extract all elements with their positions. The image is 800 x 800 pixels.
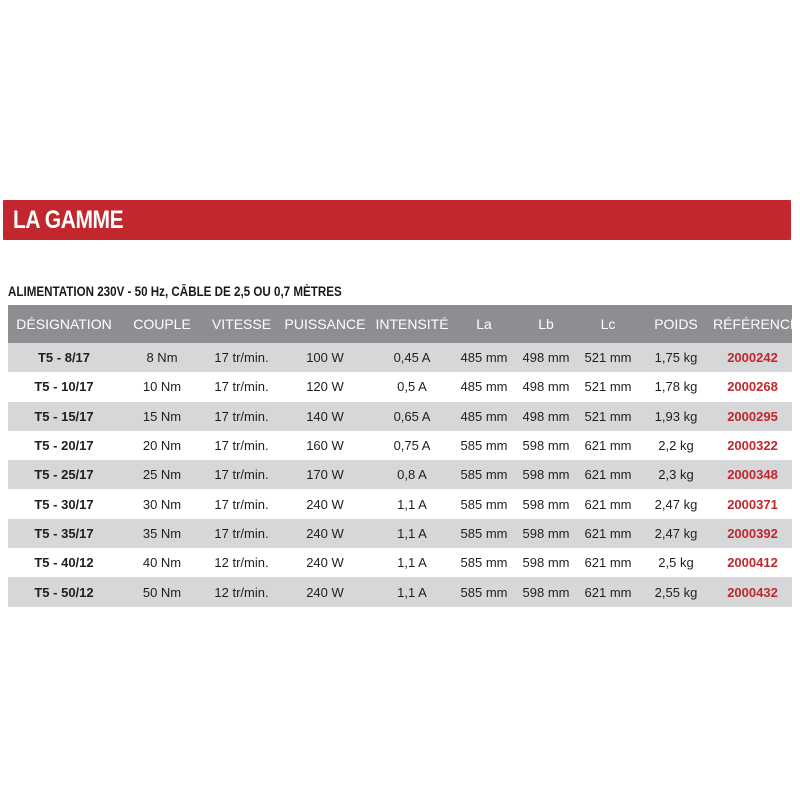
header-la: La [453, 305, 515, 343]
header-reference: RÉFÉRENCE [713, 305, 792, 343]
cell-puissance: 140 W [279, 402, 371, 431]
cell-lb: 498 mm [515, 372, 577, 401]
cell-poids: 2,47 kg [639, 519, 713, 548]
cell-lb: 598 mm [515, 548, 577, 577]
cell-designation: T5 - 30/17 [8, 489, 120, 518]
cell-lb: 598 mm [515, 489, 577, 518]
cell-designation: T5 - 8/17 [8, 343, 120, 372]
cell-puissance: 120 W [279, 372, 371, 401]
section-title: LA GAMME [13, 206, 124, 234]
cell-designation: T5 - 40/12 [8, 548, 120, 577]
cell-intensite: 1,1 A [371, 489, 453, 518]
cell-lc: 621 mm [577, 548, 639, 577]
power-supply-subtitle: ALIMENTATION 230V - 50 Hz, CÂBLE DE 2,5 OU 0,7 MÈTRES [8, 284, 342, 299]
cell-lb: 598 mm [515, 519, 577, 548]
cell-lb: 598 mm [515, 431, 577, 460]
cell-reference: 2000392 [713, 519, 792, 548]
table-row [8, 402, 792, 431]
cell-puissance: 240 W [279, 519, 371, 548]
cell-poids: 1,78 kg [639, 372, 713, 401]
cell-la: 485 mm [453, 372, 515, 401]
header-poids: POIDS [639, 305, 713, 343]
header-lb: Lb [515, 305, 577, 343]
table-header-row [8, 305, 792, 343]
cell-poids: 2,47 kg [639, 489, 713, 518]
cell-designation: T5 - 15/17 [8, 402, 120, 431]
cell-vitesse: 17 tr/min. [204, 519, 279, 548]
cell-lc: 621 mm [577, 431, 639, 460]
product-range-table [8, 305, 800, 607]
section-banner [3, 200, 791, 240]
cell-couple: 50 Nm [120, 577, 204, 606]
table-row [8, 548, 792, 577]
cell-la: 585 mm [453, 548, 515, 577]
cell-couple: 30 Nm [120, 489, 204, 518]
cell-reference: 2000371 [713, 489, 792, 518]
cell-poids: 2,3 kg [639, 460, 713, 489]
table-row [8, 577, 792, 606]
cell-la: 485 mm [453, 343, 515, 372]
cell-la: 585 mm [453, 519, 515, 548]
cell-lc: 621 mm [577, 460, 639, 489]
cell-vitesse: 12 tr/min. [204, 548, 279, 577]
cell-intensite: 0,75 A [371, 431, 453, 460]
header-couple: COUPLE [120, 305, 204, 343]
cell-poids: 2,2 kg [639, 431, 713, 460]
cell-intensite: 1,1 A [371, 519, 453, 548]
cell-la: 485 mm [453, 402, 515, 431]
cell-reference: 2000268 [713, 372, 792, 401]
cell-lb: 598 mm [515, 460, 577, 489]
cell-puissance: 240 W [279, 548, 371, 577]
table-row [8, 431, 792, 460]
cell-reference: 2000348 [713, 460, 792, 489]
cell-reference: 2000412 [713, 548, 792, 577]
table-row [8, 460, 792, 489]
cell-lb: 498 mm [515, 402, 577, 431]
cell-couple: 8 Nm [120, 343, 204, 372]
cell-intensite: 0,65 A [371, 402, 453, 431]
cell-vitesse: 17 tr/min. [204, 489, 279, 518]
cell-la: 585 mm [453, 489, 515, 518]
cell-intensite: 0,45 A [371, 343, 453, 372]
cell-designation: T5 - 10/17 [8, 372, 120, 401]
table-body [8, 343, 792, 607]
cell-vitesse: 17 tr/min. [204, 460, 279, 489]
header-lc: Lc [577, 305, 639, 343]
cell-lb: 598 mm [515, 577, 577, 606]
cell-couple: 25 Nm [120, 460, 204, 489]
cell-intensite: 1,1 A [371, 577, 453, 606]
table-row [8, 372, 792, 401]
cell-couple: 40 Nm [120, 548, 204, 577]
table-row [8, 343, 792, 372]
cell-designation: T5 - 35/17 [8, 519, 120, 548]
cell-reference: 2000432 [713, 577, 792, 606]
cell-intensite: 1,1 A [371, 548, 453, 577]
cell-poids: 2,55 kg [639, 577, 713, 606]
cell-reference: 2000295 [713, 402, 792, 431]
cell-couple: 35 Nm [120, 519, 204, 548]
header-designation: DÉSIGNATION [8, 305, 120, 343]
cell-couple: 20 Nm [120, 431, 204, 460]
cell-couple: 15 Nm [120, 402, 204, 431]
cell-vitesse: 17 tr/min. [204, 343, 279, 372]
cell-vitesse: 12 tr/min. [204, 577, 279, 606]
cell-puissance: 240 W [279, 577, 371, 606]
cell-vitesse: 17 tr/min. [204, 402, 279, 431]
cell-lc: 621 mm [577, 489, 639, 518]
table-row [8, 519, 792, 548]
cell-poids: 1,75 kg [639, 343, 713, 372]
cell-reference: 2000322 [713, 431, 792, 460]
cell-puissance: 240 W [279, 489, 371, 518]
header-vitesse: VITESSE [204, 305, 279, 343]
cell-la: 585 mm [453, 460, 515, 489]
cell-lb: 498 mm [515, 343, 577, 372]
cell-vitesse: 17 tr/min. [204, 372, 279, 401]
cell-intensite: 0,5 A [371, 372, 453, 401]
table-row [8, 489, 792, 518]
cell-designation: T5 - 50/12 [8, 577, 120, 606]
cell-la: 585 mm [453, 577, 515, 606]
cell-poids: 2,5 kg [639, 548, 713, 577]
cell-lc: 621 mm [577, 519, 639, 548]
cell-lc: 621 mm [577, 577, 639, 606]
cell-poids: 1,93 kg [639, 402, 713, 431]
cell-designation: T5 - 20/17 [8, 431, 120, 460]
header-puissance: PUISSANCE [279, 305, 371, 343]
cell-puissance: 170 W [279, 460, 371, 489]
cell-lc: 521 mm [577, 372, 639, 401]
cell-vitesse: 17 tr/min. [204, 431, 279, 460]
cell-puissance: 160 W [279, 431, 371, 460]
cell-couple: 10 Nm [120, 372, 204, 401]
cell-intensite: 0,8 A [371, 460, 453, 489]
cell-lc: 521 mm [577, 402, 639, 431]
cell-la: 585 mm [453, 431, 515, 460]
header-intensite: INTENSITÉ [371, 305, 453, 343]
cell-lc: 521 mm [577, 343, 639, 372]
cell-designation: T5 - 25/17 [8, 460, 120, 489]
cell-reference: 2000242 [713, 343, 792, 372]
cell-puissance: 100 W [279, 343, 371, 372]
